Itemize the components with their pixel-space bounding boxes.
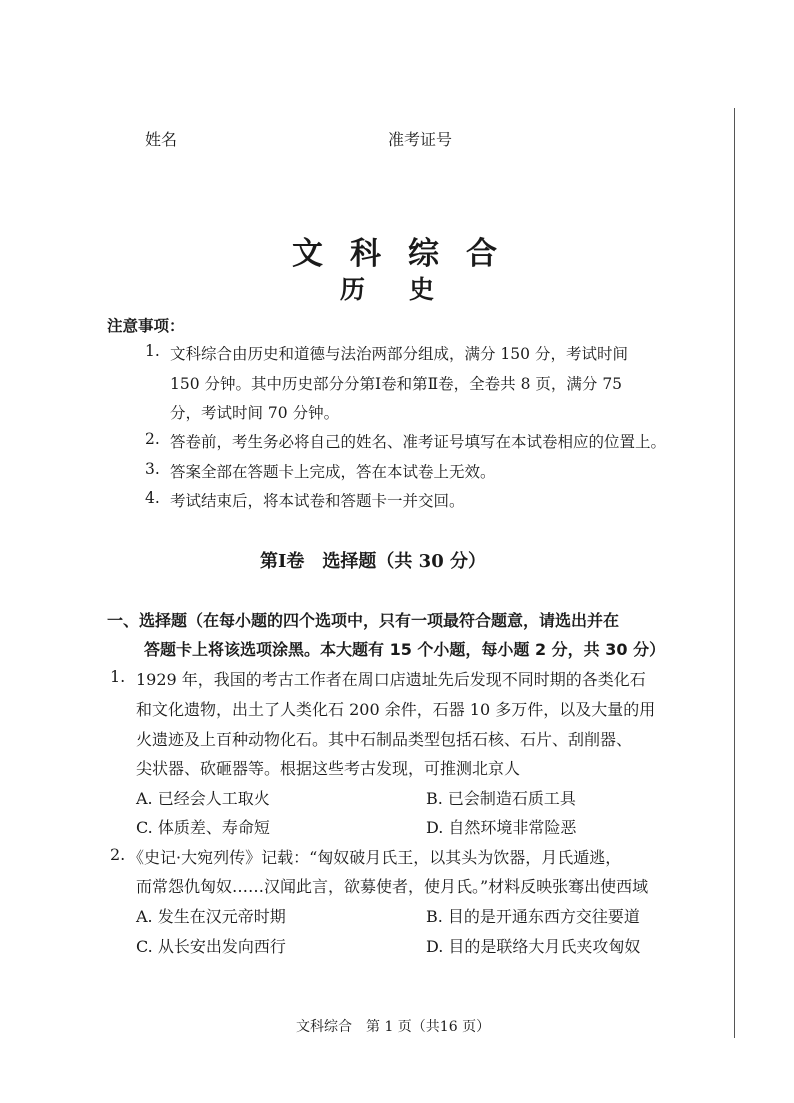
notice-heading: 注意事项： [107, 317, 185, 335]
notice-item-line: 答卷前，考生务必将自己的姓名、准考证号填写在本试卷相应的位置上。 [170, 433, 667, 451]
question-stem-line: 和文化遗物，出土了人类化石 200 余件，石器 10 多万件，以及大量的用 [136, 700, 656, 719]
notice-item-line: 分，考试时间 70 分钟。 [170, 404, 340, 422]
option-c: C. 体质差、寿命短 [136, 818, 270, 837]
part-instructions-line: 一、选择题（在每小题的四个选项中，只有一项最符合题意，请选出并在 [107, 611, 620, 630]
notice-item-number: 3. [145, 460, 160, 478]
notice-item-line: 150 分钟。其中历史部分分第Ⅰ卷和第Ⅱ卷，全卷共 8 页，满分 75 [170, 375, 623, 393]
question-number: 1. [110, 667, 126, 686]
page-title: 文科综合 [292, 236, 524, 272]
name-label: 姓名 [145, 130, 178, 149]
option-b: B. 目的是开通东西方交往要道 [426, 907, 640, 926]
page-subtitle: 历史 [340, 275, 479, 304]
part-instructions-line: 答题卡上将该选项涂黑。本大题有 15 个小题，每小题 2 分，共 30 分） [144, 640, 666, 659]
option-d: D. 目的是联络大月氏夹攻匈奴 [426, 937, 641, 956]
page-footer: 文科综合 第 1 页（共16 页） [296, 1019, 491, 1035]
question-stem-line: 而常怨仇匈奴……汉闻此言，欲募使者，使月氏。”材料反映张骞出使西域 [136, 877, 649, 896]
question-stem-line: 火遗迹及上百种动物化石。其中石制品类型包括石核、石片、刮削器、 [136, 730, 633, 749]
margin-rule [734, 108, 735, 1038]
option-a: A. 已经会人工取火 [136, 789, 270, 808]
question-stem-line: 《史记·大宛列传》记载：“匈奴破月氏王，以其头为饮器，月氏遁逃， [128, 848, 622, 867]
option-c: C. 从长安出发向西行 [136, 937, 286, 956]
notice-item-line: 文科综合由历史和道德与法治两部分组成，满分 150 分，考试时间 [170, 345, 628, 363]
section-title: 第Ⅰ卷 选择题（共 30 分） [260, 551, 487, 572]
option-a: A. 发生在汉元帝时期 [136, 907, 286, 926]
notice-item-line: 答案全部在答题卡上完成，答在本试卷上无效。 [170, 463, 496, 481]
question-stem-line: 1929 年，我国的考古工作者在周口店遗址先后发现不同时期的各类化石 [136, 670, 646, 689]
exam-id-label: 准考证号 [388, 130, 453, 149]
notice-item-number: 4. [145, 489, 160, 507]
question-number: 2. [110, 845, 126, 864]
notice-item-number: 2. [145, 430, 160, 448]
option-b: B. 已会制造石质工具 [426, 789, 576, 808]
option-d: D. 自然环境非常险恶 [426, 818, 577, 837]
notice-item-number: 1. [145, 342, 160, 360]
notice-item-line: 考试结束后，将本试卷和答题卡一并交回。 [170, 492, 465, 510]
question-stem-line: 尖状器、砍砸器等。根据这些考古发现，可推测北京人 [136, 759, 521, 778]
